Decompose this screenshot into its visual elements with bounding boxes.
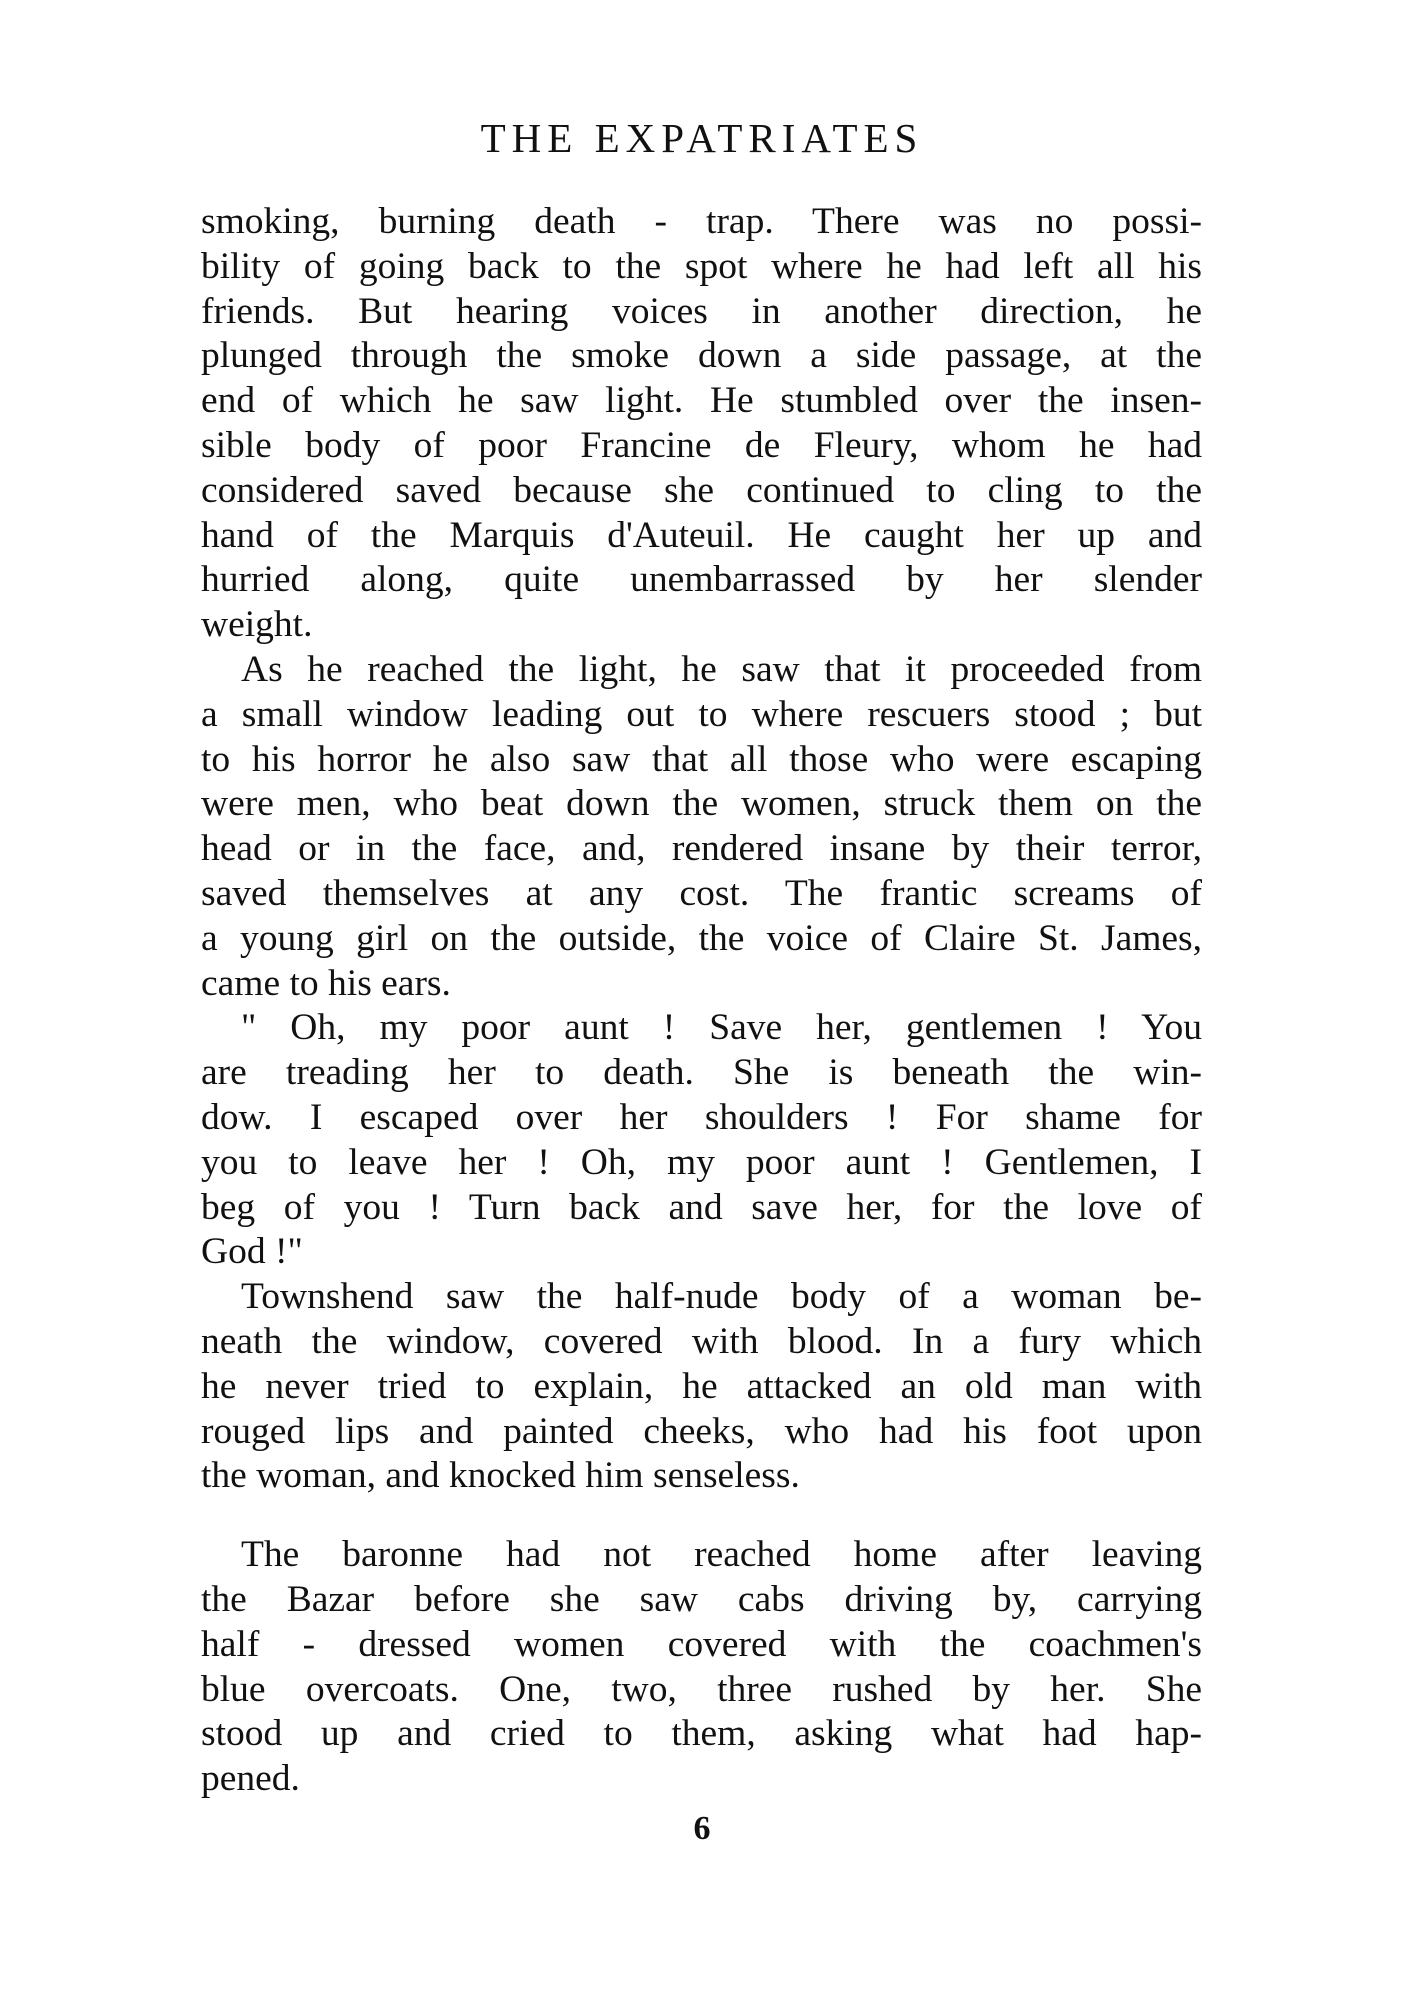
text-line: beg of you ! Turn back and save her, for the love of xyxy=(201,1186,1202,1228)
text-line: the woman, and knocked him senseless. xyxy=(201,1455,800,1497)
body-text xyxy=(201,200,1202,1802)
page-number: 6 xyxy=(693,1810,711,1847)
text-line: dow. I escaped over her shoulders ! For shame for xyxy=(201,1096,1202,1138)
text-line: he never tried to explain, he attacked an old man with xyxy=(201,1365,1202,1407)
text-line: pened. xyxy=(201,1758,300,1800)
text-line: " Oh, my poor aunt ! Save her, gentlemen ! You xyxy=(241,1007,1202,1049)
text-line: Townshend saw the half-nude body of a woman be- xyxy=(241,1276,1202,1318)
text-line: rouged lips and painted cheeks, who had his foot upon xyxy=(201,1410,1202,1452)
text-line: friends. But hearing voices in another direction, he xyxy=(201,290,1202,332)
text-line: saved themselves at any cost. The frantic screams of xyxy=(201,872,1202,914)
text-line: As he reached the light, he saw that it proceeded from xyxy=(241,648,1202,690)
text-line: to his horror he also saw that all those who were escaping xyxy=(201,738,1202,780)
section-break xyxy=(201,1499,1202,1533)
paragraph xyxy=(201,648,1202,1006)
paragraph xyxy=(201,1275,1202,1499)
text-line: plunged through the smoke down a side passage, at the xyxy=(201,335,1202,377)
text-line: were men, who beat down the women, struck them on the xyxy=(201,783,1202,825)
text-line: considered saved because she continued to cling to the xyxy=(201,469,1202,511)
text-line: blue overcoats. One, two, three rushed by her. She xyxy=(201,1668,1202,1710)
text-line: bility of going back to the spot where he had left all his xyxy=(201,245,1202,287)
text-line: the Bazar before she saw cabs driving by, carrying xyxy=(201,1578,1202,1620)
text-line: smoking, burning death - trap. There was no possi- xyxy=(201,201,1202,242)
paragraph xyxy=(201,200,1202,648)
text-line: a small window leading out to where rescuers stood ; but xyxy=(201,693,1202,735)
running-head: THE EXPATRIATES xyxy=(480,115,924,161)
text-line: God !" xyxy=(201,1231,303,1273)
text-line: you to leave her ! Oh, my poor aunt ! Gentlemen, I xyxy=(201,1141,1202,1183)
text-line: hurried along, quite unembarrassed by her slender xyxy=(201,559,1202,601)
text-line: weight. xyxy=(201,604,313,646)
text-line: stood up and cried to them, asking what had hap- xyxy=(201,1713,1202,1755)
text-line: hand of the Marquis d'Auteuil. He caught her up and xyxy=(201,514,1202,556)
text-line: neath the window, covered with blood. In a fury which xyxy=(201,1320,1202,1362)
text-line: end of which he saw light. He stumbled over the insen- xyxy=(201,380,1202,422)
text-line: came to his ears. xyxy=(201,962,451,1004)
paragraph xyxy=(201,1533,1202,1802)
text-line: The baronne had not reached home after leaving xyxy=(241,1534,1202,1576)
text-line: half - dressed women covered with the coachmen's xyxy=(201,1623,1202,1665)
paragraph xyxy=(201,1006,1202,1275)
text-line: are treading her to death. She is beneath the win- xyxy=(201,1052,1202,1094)
text-line: sible body of poor Francine de Fleury, whom he had xyxy=(201,424,1202,466)
text-line: a young girl on the outside, the voice of Claire St. James, xyxy=(201,917,1202,959)
text-line: head or in the face, and, rendered insane by their terror, xyxy=(201,828,1202,870)
